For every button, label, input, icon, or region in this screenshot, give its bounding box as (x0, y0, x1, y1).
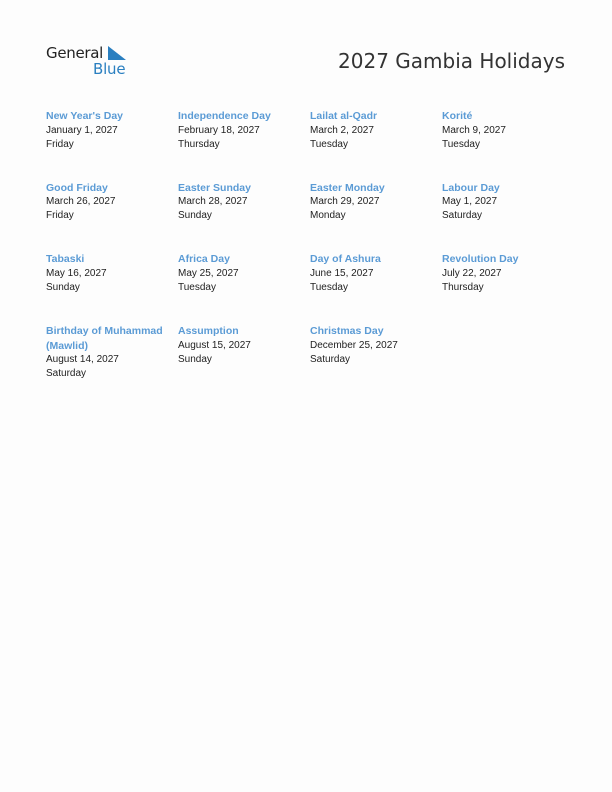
holiday-entry (46, 181, 178, 253)
holiday-date: June 15, 2027 (310, 267, 374, 279)
holiday-weekday: Sunday (46, 281, 80, 293)
holiday-weekday: Tuesday (310, 138, 348, 150)
holiday-date: March 9, 2027 (442, 124, 506, 136)
holiday-name: Africa Day (178, 253, 230, 266)
holiday-weekday: Sunday (178, 353, 212, 365)
holiday-name: Independence Day (178, 110, 271, 122)
holiday-name: Good Friday (46, 181, 108, 194)
holiday-weekday: Thursday (442, 281, 484, 293)
holiday-name: Assumption (178, 325, 239, 338)
holiday-weekday: Friday (46, 138, 74, 150)
holiday-date: May 16, 2027 (46, 267, 107, 279)
holiday-grid (46, 109, 576, 396)
holiday-entry (46, 109, 178, 181)
holiday-name: Labour Day (442, 181, 500, 194)
holiday-weekday: Tuesday (442, 138, 480, 150)
logo-word-blue: Blue (93, 60, 126, 78)
holiday-date: August 14, 2027 (46, 354, 119, 366)
holiday-name: Day of Ashura (310, 253, 381, 266)
holiday-date: January 1, 2027 (46, 124, 118, 136)
holiday-entry (442, 109, 574, 181)
holiday-name: Easter Monday (310, 181, 385, 194)
holiday-name: Lailat al-Qadr (310, 110, 378, 122)
holiday-entry (442, 252, 574, 324)
holiday-name: Tabaski (46, 253, 85, 266)
logo (46, 44, 136, 80)
holiday-weekday: Tuesday (310, 281, 348, 293)
holiday-date: February 18, 2027 (178, 124, 260, 136)
holiday-date: March 26, 2027 (46, 196, 116, 208)
holiday-name: Christmas Day (310, 325, 384, 338)
holiday-entry (178, 181, 310, 253)
holiday-name: Easter Sunday (178, 181, 251, 194)
holiday-name: Korité (442, 110, 473, 122)
holiday-date: March 2, 2027 (310, 124, 374, 136)
holiday-date: May 1, 2027 (442, 196, 498, 208)
page-title: 2027 Gambia Holidays (338, 49, 565, 73)
holiday-entry (178, 109, 310, 181)
holiday-name: Revolution Day (442, 253, 519, 266)
holiday-entry (310, 324, 442, 396)
holiday-entry (442, 181, 574, 253)
holiday-weekday: Monday (310, 210, 346, 222)
holiday-entry (178, 252, 310, 324)
holiday-weekday: Saturday (46, 368, 87, 380)
holiday-name: New Year's Day (46, 110, 124, 122)
holiday-weekday: Thursday (178, 138, 220, 150)
holiday-weekday: Saturday (310, 353, 351, 365)
holiday-date: August 15, 2027 (178, 339, 251, 351)
holiday-entry (178, 324, 310, 396)
holiday-date: March 29, 2027 (310, 196, 380, 208)
logo-word-general: General (46, 44, 104, 62)
holiday-entry (310, 252, 442, 324)
holiday-name: Birthday of Muhammad (Mawlid) (46, 325, 163, 352)
holiday-weekday: Friday (46, 210, 74, 222)
holiday-entry (46, 252, 178, 324)
holiday-entry (310, 109, 442, 181)
holiday-weekday: Sunday (178, 210, 212, 222)
holiday-weekday: Saturday (442, 210, 483, 222)
holiday-date: March 28, 2027 (178, 196, 248, 208)
holiday-date: December 25, 2027 (310, 339, 398, 351)
holiday-entry (46, 324, 178, 396)
holiday-entry (310, 181, 442, 253)
holiday-weekday: Tuesday (178, 281, 216, 293)
holiday-date: May 25, 2027 (178, 267, 239, 279)
holiday-date: July 22, 2027 (442, 267, 502, 279)
